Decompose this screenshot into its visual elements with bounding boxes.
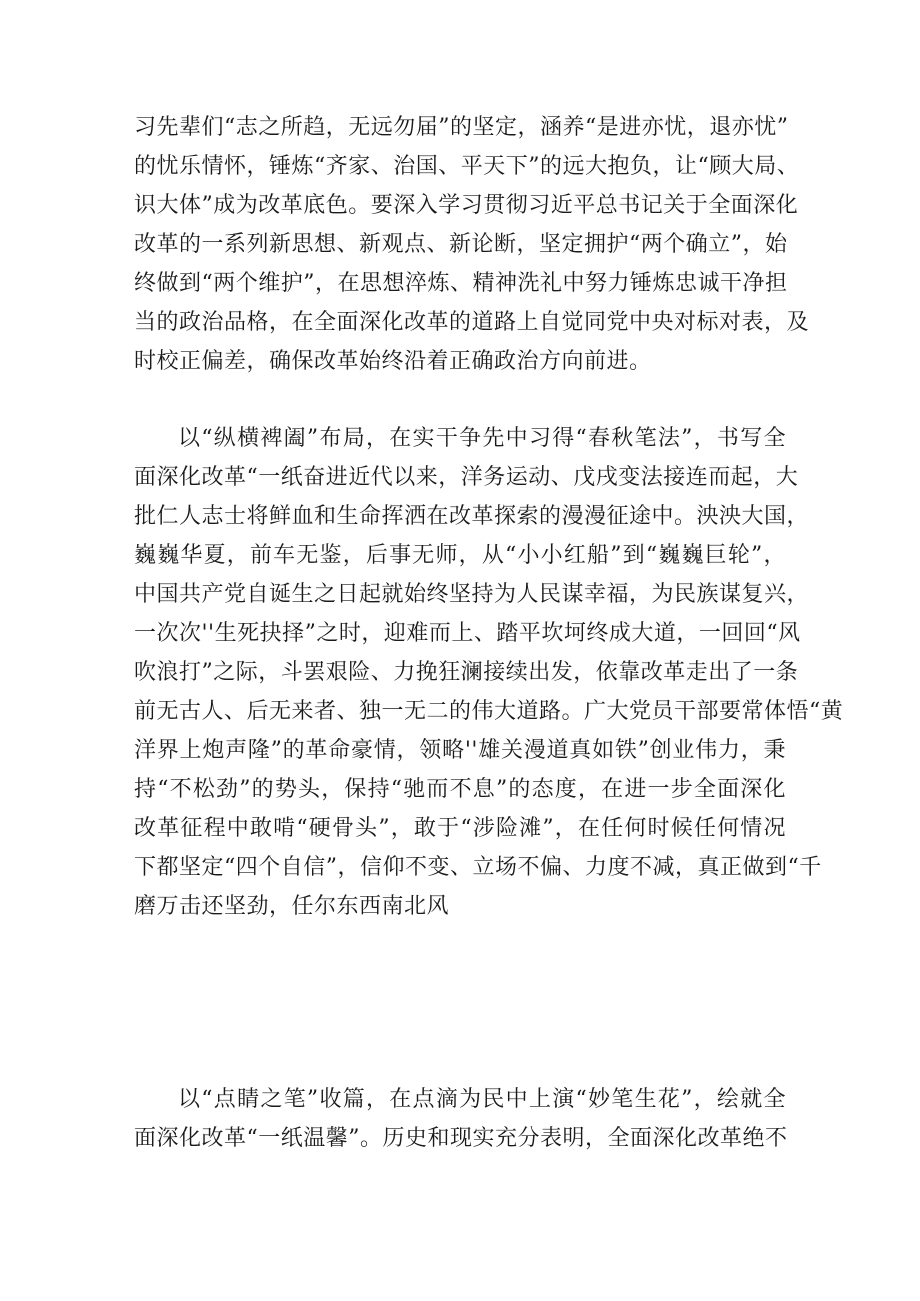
paragraph-line: 洋界上炮声隆”的革命豪情，领略''雄关漫道真如铁”创业伟力，秉 [134,738,786,763]
paragraph-line: 改革的一系列新思想、新观点、新论断，坚定拥护“两个确立”，始 [134,232,788,257]
paragraph-2 [134,419,844,926]
paragraph-1 [134,108,810,381]
paragraph-line: 的忧乐情怀，锤炼“齐家、治国、平天下”的远大抱负，让“顾大局、 [134,154,800,179]
paragraph-line: 以“纵横裨阖”布局，在实干争先中习得“春秋笔法”，书写全 [178,426,786,451]
paragraph-line: 前无古人、后无来者、独一无二的伟大道路。广大党员干部要常体悟“黄 [134,699,844,724]
paragraph-line: 面深化改革“一纸温馨”。历史和现实充分表明，全面深化改革绝不 [134,1126,788,1151]
paragraph-line: 批仁人志士将鲜血和生命挥洒在改革探索的漫漫征途中。泱泱大国， [134,504,810,529]
paragraph-line: 吹浪打”之际，斗罢艰险、力挽狂澜接续出发，依靠改革走出了一条 [134,660,799,685]
paragraph-line: 终做到“两个维护”，在思想淬炼、精神洗礼中努力锤炼忠诚干净担 [134,271,788,296]
paragraph-line: 下都坚定“四个自信”，信仰不变、立场不偏、力度不减，真正做到“千 [134,855,822,880]
paragraph-line: 一次次''生死抉择”之时，迎难而上、踏平坎坷终成大道，一回回“风 [134,621,801,646]
paragraph-3 [134,1080,786,1158]
paragraph-line: 中国共产党自诞生之日起就始终坚持为人民谋幸福，为民族谋复兴， [134,582,810,607]
paragraph-line: 面深化改革“一纸奋进近代以来，洋务运动、戊戌变法接连而起，大 [134,465,799,490]
paragraph-line: 巍巍华夏，前车无鉴，后事无师，从“小小红船”到“巍巍巨轮”， [134,543,786,568]
paragraph-line: 磨万击还坚劲，任尔东西南北风 [134,894,450,919]
paragraph-line: 持“不松劲”的势头，保持“驰而不息”的态度，在进一步全面深化 [134,777,786,802]
paragraph-line: 改革征程中敢啃“硬骨头”，敢于“涉险滩”，在任何时候任何情况 [134,816,786,841]
paragraph-line: 习先辈们“志之所趋，无远勿届”的坚定，涵养“是进亦忧，退亦忧” [134,115,789,140]
paragraph-line: 当的政治品格，在全面深化改革的道路上自觉同党中央对标对表，及 [134,310,810,335]
paragraph-line: 以“点睛之笔”收篇，在点滴为民中上演“妙笔生花”，绘就全 [178,1087,786,1112]
paragraph-line: 识大体”成为改革底色。要深入学习贯彻习近平总书记关于全面深化 [134,193,799,218]
paragraph-line: 时校正偏差，确保改革始终沿着正确政治方向前进。 [134,349,652,374]
